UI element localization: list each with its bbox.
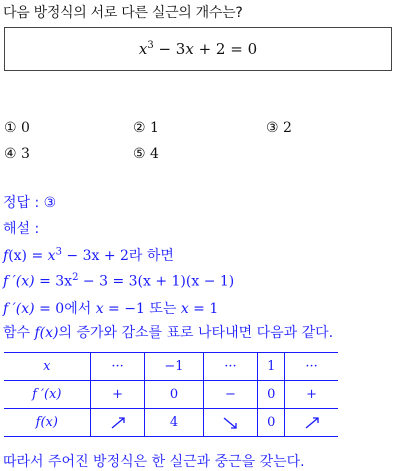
- table-cell: [4, 409, 90, 437]
- choice-value: 2: [283, 120, 292, 136]
- choice-value: 4: [150, 146, 159, 162]
- choice-1[interactable]: [4, 120, 30, 136]
- explanation-line-1: [3, 245, 174, 265]
- table-cell: ···: [203, 353, 258, 381]
- equation-term: − 3: [153, 40, 186, 58]
- choice-value: 0: [21, 120, 30, 136]
- expr-rest: − 3x + 2: [61, 248, 129, 264]
- equation-rhs: + 2 = 0: [193, 40, 258, 58]
- line-suffix: 라 하면: [128, 248, 174, 264]
- answer-value: ③: [43, 195, 57, 211]
- answer-label: 정답 :: [3, 195, 40, 211]
- equation-box: [4, 27, 392, 71]
- table-row: [4, 381, 338, 409]
- var-x: x: [47, 248, 56, 264]
- table-cell: [285, 409, 338, 437]
- line-prefix: 함수: [3, 325, 35, 341]
- or-word: 또는: [149, 301, 181, 317]
- down-arrow-icon: [221, 416, 239, 430]
- cell-text: f ′(x): [32, 387, 62, 402]
- equation: [139, 40, 257, 58]
- explanation-line-2: [3, 272, 234, 290]
- equation-var-x2: x: [185, 40, 194, 58]
- choice-value: 3: [21, 146, 30, 162]
- table-cell: 1: [258, 353, 285, 381]
- sign-table: [4, 352, 338, 437]
- exponent: 2: [72, 272, 79, 283]
- var-x: x: [180, 301, 189, 317]
- cell-text: x: [43, 359, 51, 374]
- table-cell: [90, 409, 145, 437]
- func-arg: (x): [8, 248, 28, 264]
- table-cell: [203, 409, 258, 437]
- table-cell: −: [203, 381, 258, 409]
- up-arrow-icon: [109, 416, 127, 430]
- table-row: [4, 409, 338, 437]
- table-cell: ···: [90, 353, 145, 381]
- var-x: x: [95, 301, 104, 317]
- table-cell: 0: [145, 381, 203, 409]
- cell-text: f(x): [35, 415, 58, 430]
- choice-mark: ②: [133, 120, 146, 136]
- derivative: f ′(x): [3, 301, 35, 317]
- up-arrow-icon: [303, 416, 321, 430]
- root-1: = −1: [103, 301, 150, 317]
- line-connector: 에서: [64, 301, 96, 317]
- table-cell: [4, 353, 90, 381]
- choice-2[interactable]: [133, 120, 159, 136]
- question-text: 다음 방정식의 서로 다른 실근의 개수는?: [3, 5, 243, 21]
- expr-rest: − 3 = 3(x + 1)(x − 1): [78, 273, 235, 290]
- choice-4[interactable]: [4, 146, 30, 162]
- table-cell: +: [285, 381, 338, 409]
- table-cell: +: [90, 381, 145, 409]
- answer-line: [3, 192, 56, 212]
- explanation-line-3: [3, 298, 218, 318]
- table-cell: 0: [258, 381, 285, 409]
- table-cell: [4, 381, 90, 409]
- equals-zero: = 0: [34, 301, 65, 317]
- func-f: f: [3, 248, 9, 264]
- line-suffix: 의 증가와 감소를 표로 나타내면 다음과 같다.: [58, 325, 334, 341]
- choice-value: 1: [150, 120, 159, 136]
- expr: = 3x: [34, 273, 73, 290]
- choice-mark: ①: [4, 120, 17, 136]
- table-row: [4, 353, 338, 381]
- root-2: = 1: [188, 301, 219, 317]
- choice-mark: ④: [4, 146, 17, 162]
- explanation-label: 해설 :: [3, 221, 40, 237]
- func-f: f(x): [34, 325, 59, 341]
- equals: =: [27, 248, 48, 264]
- conclusion-text: 따라서 주어진 방정식은 한 실근과 중근을 갖는다.: [3, 454, 305, 470]
- explanation-line-4: [3, 322, 333, 342]
- choice-3[interactable]: [266, 120, 292, 136]
- equation-exponent: 3: [147, 40, 154, 51]
- exponent: 3: [55, 246, 62, 258]
- table-cell: 0: [258, 409, 285, 437]
- table-cell: −1: [145, 353, 203, 381]
- equation-var-x: x: [138, 40, 148, 58]
- choice-mark: ⑤: [133, 146, 146, 162]
- table-cell: 4: [145, 409, 203, 437]
- derivative: f ′(x): [3, 273, 35, 290]
- table-cell: ···: [285, 353, 338, 381]
- choice-5[interactable]: [133, 146, 159, 162]
- choice-mark: ③: [266, 120, 279, 136]
